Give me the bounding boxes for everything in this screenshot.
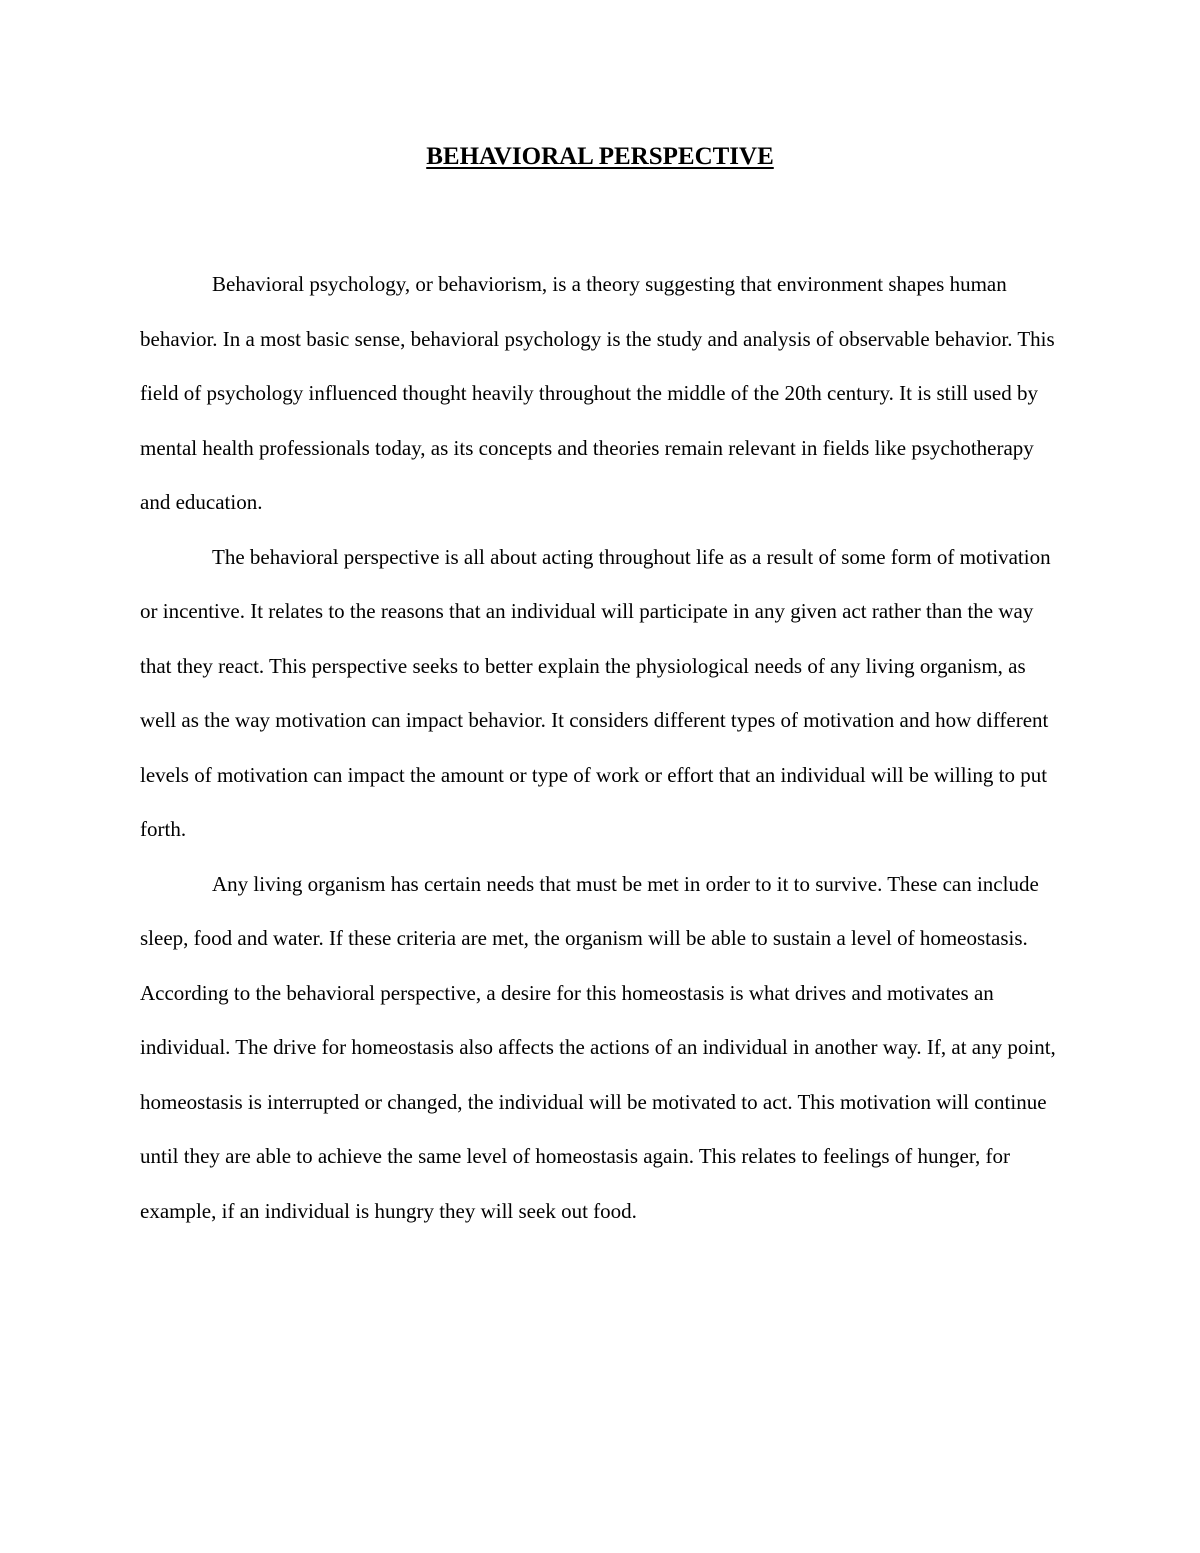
document-body <box>140 257 1060 1238</box>
paragraph-1: Behavioral psychology, or behaviorism, is a theory suggesting that environment shapes human behavior. In a most basic sense, behavioral psychology is the study and analysis of observable behavior. This field of psychology influenced thought heavily throughout the middle of the 20th century. It is still used by mental health professionals today, as its concepts and theories remain relevant in fields like psychotherapy and education. <box>140 272 1055 514</box>
paragraph-2: The behavioral perspective is all about acting throughout life as a result of some form of motivation or incentive. It relates to the reasons that an individual will participate in any given act rather than the way that they react. This perspective seeks to better explain the physiological needs of any living organism, as well as the way motivation can impact behavior. It considers different types of motivation and how different levels of motivation can impact the amount or type of work or effort that an individual will be willing to put forth. <box>140 544 1051 841</box>
title-text: BEHAVIORAL PERSPECTIVE <box>426 143 774 170</box>
paragraph-3: Any living organism has certain needs that must be met in order to it to survive. These can include sleep, food and water. If these criteria are met, the organism will be able to sustain a level of homeostasis. According to the behavioral perspective, a desire for this homeostasis is what drives and motivates an individual. The drive for homeostasis also affects the actions of an individual in another way. If, at any point, homeostasis is interrupted or changed, the individual will be motivated to act. This motivation will continue until they are able to achieve the same level of homeostasis again. This relates to feelings of hunger, for example, if an individual is hungry they will seek out food. <box>140 871 1056 1223</box>
document-title <box>0 141 1200 173</box>
